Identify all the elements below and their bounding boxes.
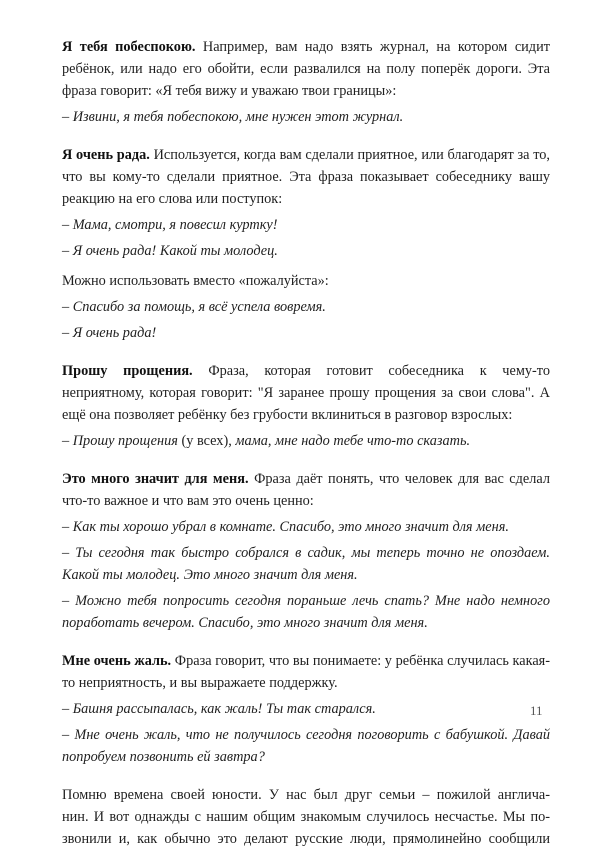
example-line: – Я очень рада! Какой ты молодец. xyxy=(62,243,278,259)
example-line: – Башня рассыпалась, как жаль! Ты так старался. xyxy=(62,701,376,717)
example-line: – Извини, я тебя побеспокою, мне нужен этот журнал. xyxy=(62,109,404,125)
example-line: – Я очень рада! xyxy=(62,325,157,341)
page-number: 11 xyxy=(530,703,543,718)
page-content xyxy=(62,36,550,850)
phrase-entry xyxy=(62,468,550,634)
closing-line: нин. И вот однажды с нашим общим знакомым случилось несчастье. Мы по- xyxy=(62,809,550,825)
phrase-description xyxy=(62,360,550,426)
phrase-entry xyxy=(62,36,550,128)
phrase-description xyxy=(62,468,550,512)
phrase-text: Например, вам надо взять журнал, на котором сидит ребёнок, или надо его обойти, если развалился на полу поперёк дороги. Эта фраза говорит: «Я тебя вижу и уважаю твои границы»: xyxy=(62,39,550,99)
phrase-entry xyxy=(62,650,550,768)
example-part: – Прошу прощения xyxy=(62,433,178,449)
phrase-description xyxy=(62,144,550,210)
phrase-description xyxy=(62,650,550,694)
phrase-term: Я очень рада. xyxy=(62,147,150,163)
phrase-text: Фраза говорит, что вы понимаете: у ребёнка случилась какая-то неприятность, и вы выражаете поддержку. xyxy=(62,653,551,691)
example-line: – Можно тебя попросить сегодня пораньше лечь спать? Мне надо немного поработать вечером. Спасибо, это много значит для меня. xyxy=(62,593,550,631)
phrase-term: Это много значит для меня. xyxy=(62,471,249,487)
phrase-term: Прошу прощения. xyxy=(62,363,193,379)
closing-line: Помню времена своей юности. У нас был друг семьи – пожилой англича- xyxy=(62,787,550,803)
phrase-term: Я тебя побеспокою. xyxy=(62,39,196,55)
example-line: – Спасибо за помощь, я всё успела вовремя. xyxy=(62,299,326,315)
extra-intro: Можно использовать вместо «пожалуйста»: xyxy=(62,273,329,289)
example-line: – Ты сегодня так быстро собрался в садик, мы теперь точно не опоздаем. Какой ты молодец. Это много значит для меня. xyxy=(62,545,550,583)
example-line: – Как ты хорошо убрал в комнате. Спасибо, это много значит для меня. xyxy=(62,519,509,535)
closing-paragraph xyxy=(62,784,550,850)
phrase-text: Фраза даёт понять, что человек для вас сделал что-то важное и что вам это очень ценно: xyxy=(62,471,550,509)
example-part: мама, мне надо тебе что-то сказать. xyxy=(235,433,471,449)
phrase-term: Мне очень жаль. xyxy=(62,653,172,669)
phrase-entry xyxy=(62,144,550,344)
example-aside: (у всех), xyxy=(177,433,236,449)
example-line: – Мне очень жаль, что не получилось сегодня поговорить с бабушкой. Давай попробуем позвонить ей завтра? xyxy=(62,727,550,765)
example-line: – Мама, смотри, я повесил куртку! xyxy=(62,217,278,233)
phrase-description xyxy=(62,36,550,102)
example-line xyxy=(62,430,550,452)
closing-line: звонили и, как обычно это делают русские люди, прямолинейно сообщили xyxy=(62,831,550,847)
phrase-text: Фраза, которая готовит собеседника к чему-то неприятному, которая говорит: "Я заранее прошу прощения за свои слова". А ещё она позволяет ребёнку без грубости вклиниться в разговор взрослых: xyxy=(62,363,550,423)
phrase-text: Используется, когда вам сделали приятное, или благодарят за то, что вы кому-то сделали приятное. Эта фраза показывает собеседнику вашу реакцию на его слова или поступок: xyxy=(62,147,550,207)
phrase-entry xyxy=(62,360,550,452)
